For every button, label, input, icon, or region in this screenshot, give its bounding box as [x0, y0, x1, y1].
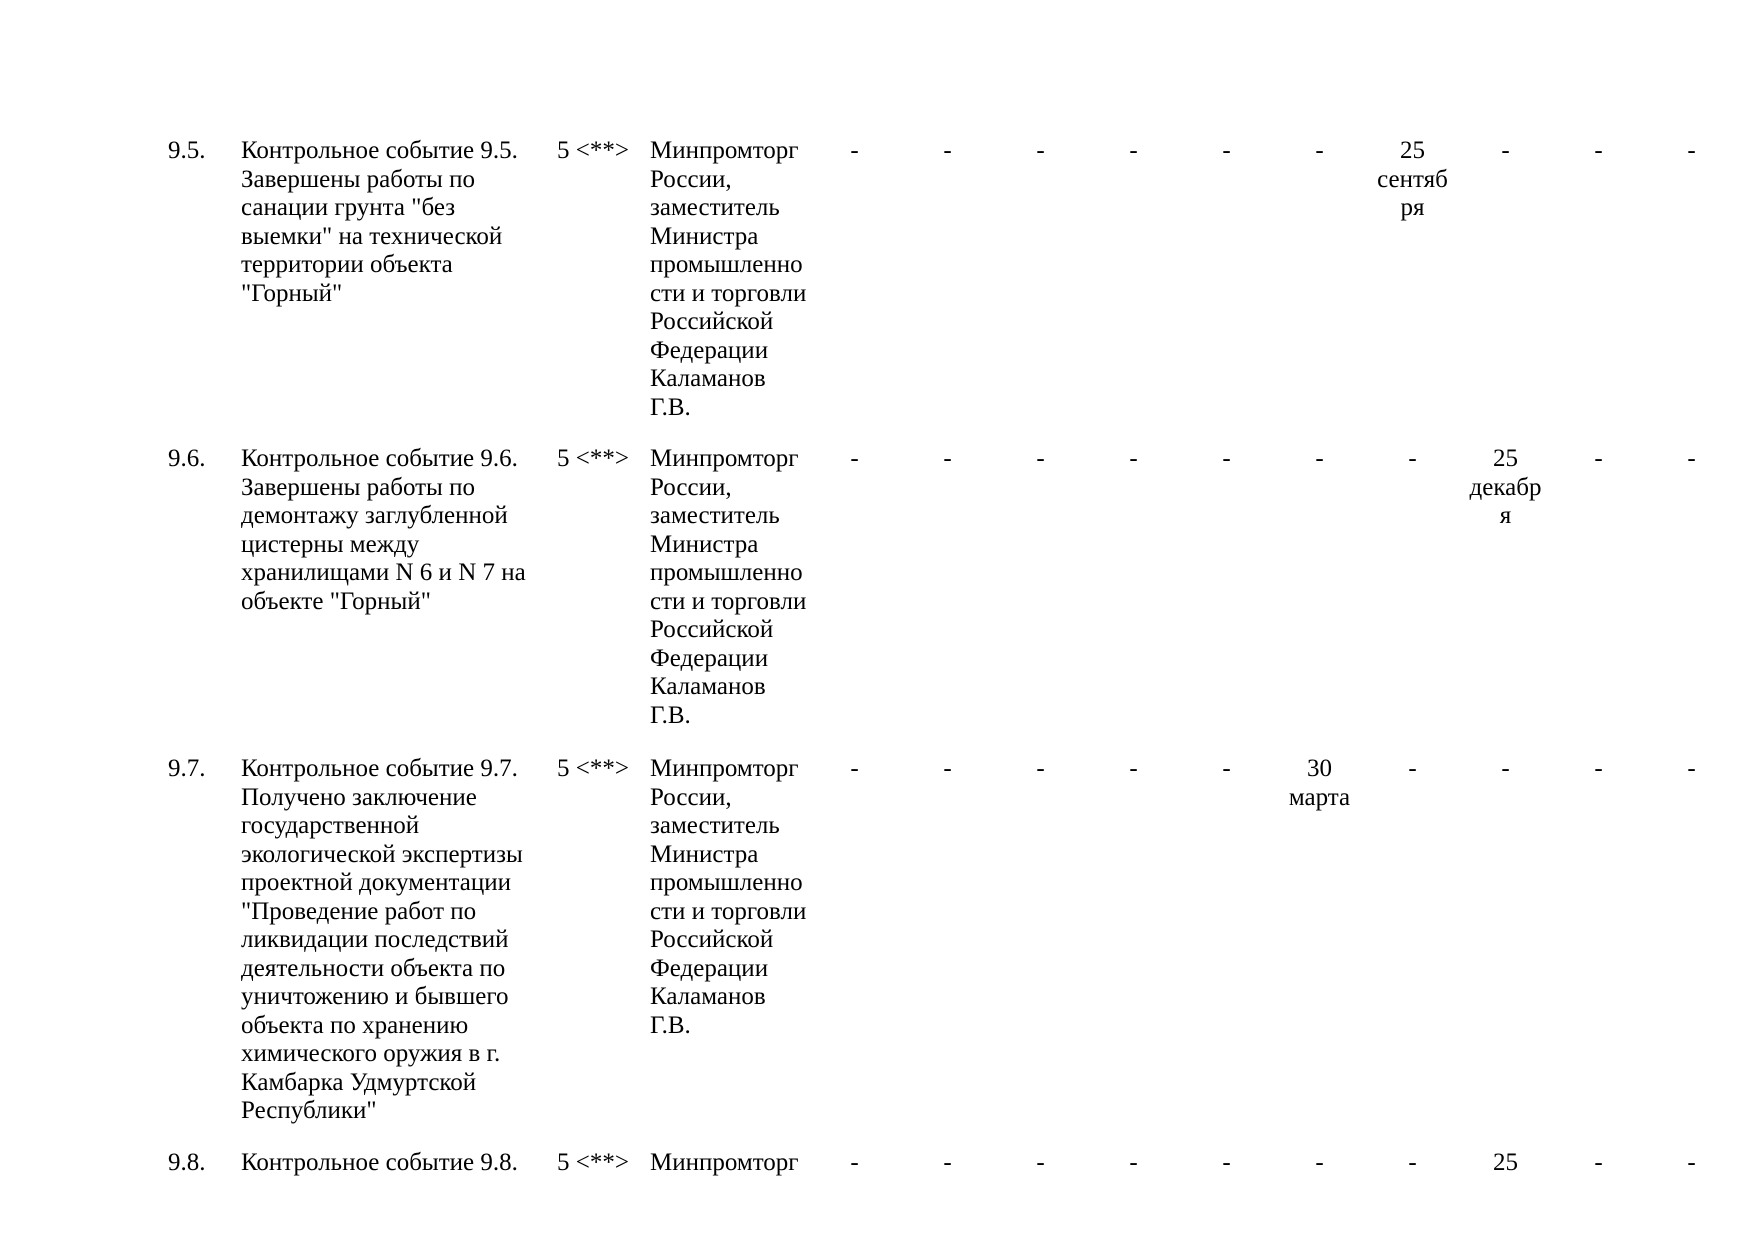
row-number: 9.5. — [168, 137, 206, 164]
value-cell — [1459, 137, 1552, 223]
responsible-executor — [650, 755, 815, 1040]
text-line: - — [1315, 137, 1324, 164]
text-line: - — [1408, 445, 1417, 472]
value-cell — [1552, 137, 1645, 223]
text-line: - — [1036, 755, 1045, 782]
text-line: "Горный" — [241, 279, 343, 307]
text-line: Федерации — [650, 644, 769, 672]
text-line: демонтажу заглубленной — [241, 502, 508, 529]
text-line: - — [943, 1149, 952, 1176]
text-line: санации грунта "без — [241, 194, 456, 221]
value-cell — [808, 137, 901, 223]
value-cell — [1366, 1149, 1459, 1178]
value-cell — [1273, 755, 1366, 812]
value-cell — [1459, 445, 1552, 531]
text-line: Министра — [650, 530, 759, 558]
text-line: я — [1499, 502, 1512, 529]
value-cell — [808, 1149, 901, 1178]
text-line: России, — [650, 783, 732, 811]
text-line: России, — [650, 165, 732, 193]
text-line: уничтожению и бывшего — [241, 983, 509, 1010]
text-line: Российской — [650, 616, 774, 643]
control-event-description — [241, 1149, 546, 1178]
responsible-executor — [650, 137, 815, 422]
text-line: - — [850, 445, 859, 472]
text-line: Республики" — [241, 1097, 377, 1124]
value-cell — [1273, 1149, 1366, 1178]
text-line: Российской — [650, 926, 774, 953]
value-cell — [994, 755, 1087, 812]
value-cell — [901, 445, 994, 531]
text-line: - — [1315, 1149, 1324, 1176]
value-cell — [1087, 445, 1180, 531]
value-cell — [901, 1149, 994, 1178]
control-event-description — [241, 137, 546, 308]
text-line: Минпромторг — [650, 445, 799, 472]
text-line: Каламанов — [650, 365, 766, 392]
text-line: Каламанов — [650, 983, 766, 1010]
text-line: - — [850, 137, 859, 164]
text-line: Каламанов — [650, 673, 766, 700]
text-line: ря — [1400, 194, 1425, 221]
text-line: Контрольное событие 9.6. — [241, 445, 518, 472]
text-line: - — [1036, 137, 1045, 164]
text-line: Российской — [650, 308, 774, 335]
text-line: Г.В. — [650, 701, 691, 729]
text-line: - — [1129, 137, 1138, 164]
value-cell — [1273, 137, 1366, 223]
control-event-description — [241, 445, 546, 616]
text-line: промышленно — [650, 869, 803, 896]
row-number: 9.7. — [168, 755, 206, 782]
text-line: - — [1408, 755, 1417, 782]
text-line: - — [1687, 137, 1696, 164]
text-line: - — [850, 755, 859, 782]
text-line: Получено заключение — [241, 783, 477, 811]
text-line: - — [1315, 445, 1324, 472]
period-columns — [808, 445, 1738, 531]
text-line: 30 — [1307, 755, 1332, 782]
text-line: - — [1129, 445, 1138, 472]
value-cell — [808, 755, 901, 812]
text-line: заместитель — [650, 812, 780, 839]
text-line: Камбарка Удмуртской — [241, 1068, 477, 1096]
value-cell — [1087, 137, 1180, 223]
text-line: 25 — [1400, 137, 1425, 164]
footnote-ref: 5 <**> — [557, 445, 629, 472]
value-cell — [1645, 137, 1738, 223]
value-cell — [901, 755, 994, 812]
footnote-ref: 5 <**> — [557, 137, 629, 164]
value-cell — [1645, 755, 1738, 812]
value-cell — [1366, 445, 1459, 531]
value-cell — [1645, 445, 1738, 531]
text-line: 25 — [1493, 445, 1518, 472]
text-line: Министра — [650, 222, 759, 250]
text-line: Контрольное событие 9.7. — [241, 755, 518, 782]
text-line: марта — [1288, 783, 1351, 811]
text-line: выемки" на технической — [241, 222, 503, 250]
text-line: - — [1594, 137, 1603, 164]
text-line: - — [943, 755, 952, 782]
text-line: Г.В. — [650, 1011, 691, 1039]
text-line: химического оружия в г. — [241, 1040, 501, 1067]
text-line: Минпромторг — [650, 137, 799, 164]
text-line: заместитель — [650, 194, 780, 221]
value-cell — [1180, 1149, 1273, 1178]
value-cell — [994, 445, 1087, 531]
value-cell — [1087, 1149, 1180, 1178]
control-event-description — [241, 755, 546, 1126]
value-cell — [1087, 755, 1180, 812]
text-line: - — [1594, 755, 1603, 782]
value-cell — [808, 445, 901, 531]
value-cell — [1180, 137, 1273, 223]
text-line: - — [850, 1149, 859, 1176]
text-line: - — [1129, 755, 1138, 782]
value-cell — [1273, 445, 1366, 531]
text-line: экологической экспертизы — [241, 840, 523, 868]
text-line: сентяб — [1377, 165, 1448, 193]
text-line: - — [1687, 755, 1696, 782]
text-line: Минпромторг — [650, 1149, 799, 1176]
text-line: декабр — [1469, 473, 1542, 501]
text-line: промышленно — [650, 559, 803, 586]
row-number: 9.6. — [168, 445, 206, 472]
text-line: - — [1594, 1149, 1603, 1176]
text-line: Министра — [650, 840, 759, 868]
text-line: 25 — [1493, 1149, 1518, 1176]
text-line: - — [1687, 1149, 1696, 1176]
text-line: Минпромторг — [650, 755, 799, 782]
text-line: территории объекта — [241, 251, 453, 278]
text-line: Федерации — [650, 954, 769, 982]
text-line: - — [1222, 1149, 1231, 1176]
text-line: Завершены работы по — [241, 165, 475, 193]
responsible-executor — [650, 445, 815, 730]
text-line: - — [1687, 445, 1696, 472]
text-line: - — [943, 445, 952, 472]
text-line: проектной документации — [241, 869, 511, 896]
value-cell — [994, 137, 1087, 223]
footnote-ref: 5 <**> — [557, 1149, 629, 1176]
text-line: Контрольное событие 9.5. — [241, 137, 518, 164]
value-cell — [1552, 755, 1645, 812]
text-line: - — [1222, 445, 1231, 472]
text-line: объекте "Горный" — [241, 587, 431, 615]
text-line: - — [1222, 137, 1231, 164]
period-columns — [808, 755, 1738, 812]
value-cell — [1180, 755, 1273, 812]
text-line: Г.В. — [650, 393, 691, 421]
text-line: заместитель — [650, 502, 780, 529]
text-line: сти и торговли — [650, 279, 807, 307]
value-cell — [1366, 137, 1459, 223]
responsible-executor — [650, 1149, 815, 1178]
value-cell — [1552, 445, 1645, 531]
text-line: объекта по хранению — [241, 1011, 469, 1039]
text-line: Завершены работы по — [241, 473, 475, 501]
value-cell — [994, 1149, 1087, 1178]
text-line: Федерации — [650, 336, 769, 364]
text-line: - — [1594, 445, 1603, 472]
text-line: цистерны между — [241, 530, 420, 558]
text-line: - — [1036, 445, 1045, 472]
value-cell — [901, 137, 994, 223]
value-cell — [1552, 1149, 1645, 1178]
text-line: промышленно — [650, 251, 803, 278]
text-line: Контрольное событие 9.8. — [241, 1149, 518, 1176]
text-line: - — [1129, 1149, 1138, 1176]
text-line: России, — [650, 473, 732, 501]
value-cell — [1645, 1149, 1738, 1178]
text-line: сти и торговли — [650, 587, 807, 615]
value-cell — [1366, 755, 1459, 812]
value-cell — [1459, 755, 1552, 812]
text-line: деятельности объекта по — [241, 954, 506, 982]
text-line: сти и торговли — [650, 897, 807, 925]
text-line: - — [1501, 755, 1510, 782]
text-line: ликвидации последствий — [241, 926, 509, 953]
row-number: 9.8. — [168, 1149, 206, 1176]
period-columns — [808, 137, 1738, 223]
text-line: государственной — [241, 812, 420, 839]
text-line: - — [1501, 137, 1510, 164]
text-line: - — [943, 137, 952, 164]
text-line: - — [1222, 755, 1231, 782]
value-cell — [1180, 445, 1273, 531]
text-line: - — [1036, 1149, 1045, 1176]
value-cell — [1459, 1149, 1552, 1178]
footnote-ref: 5 <**> — [557, 755, 629, 782]
period-columns — [808, 1149, 1738, 1178]
text-line: хранилищами N 6 и N 7 на — [241, 559, 526, 586]
text-line: - — [1408, 1149, 1417, 1176]
text-line: "Проведение работ по — [241, 897, 477, 925]
